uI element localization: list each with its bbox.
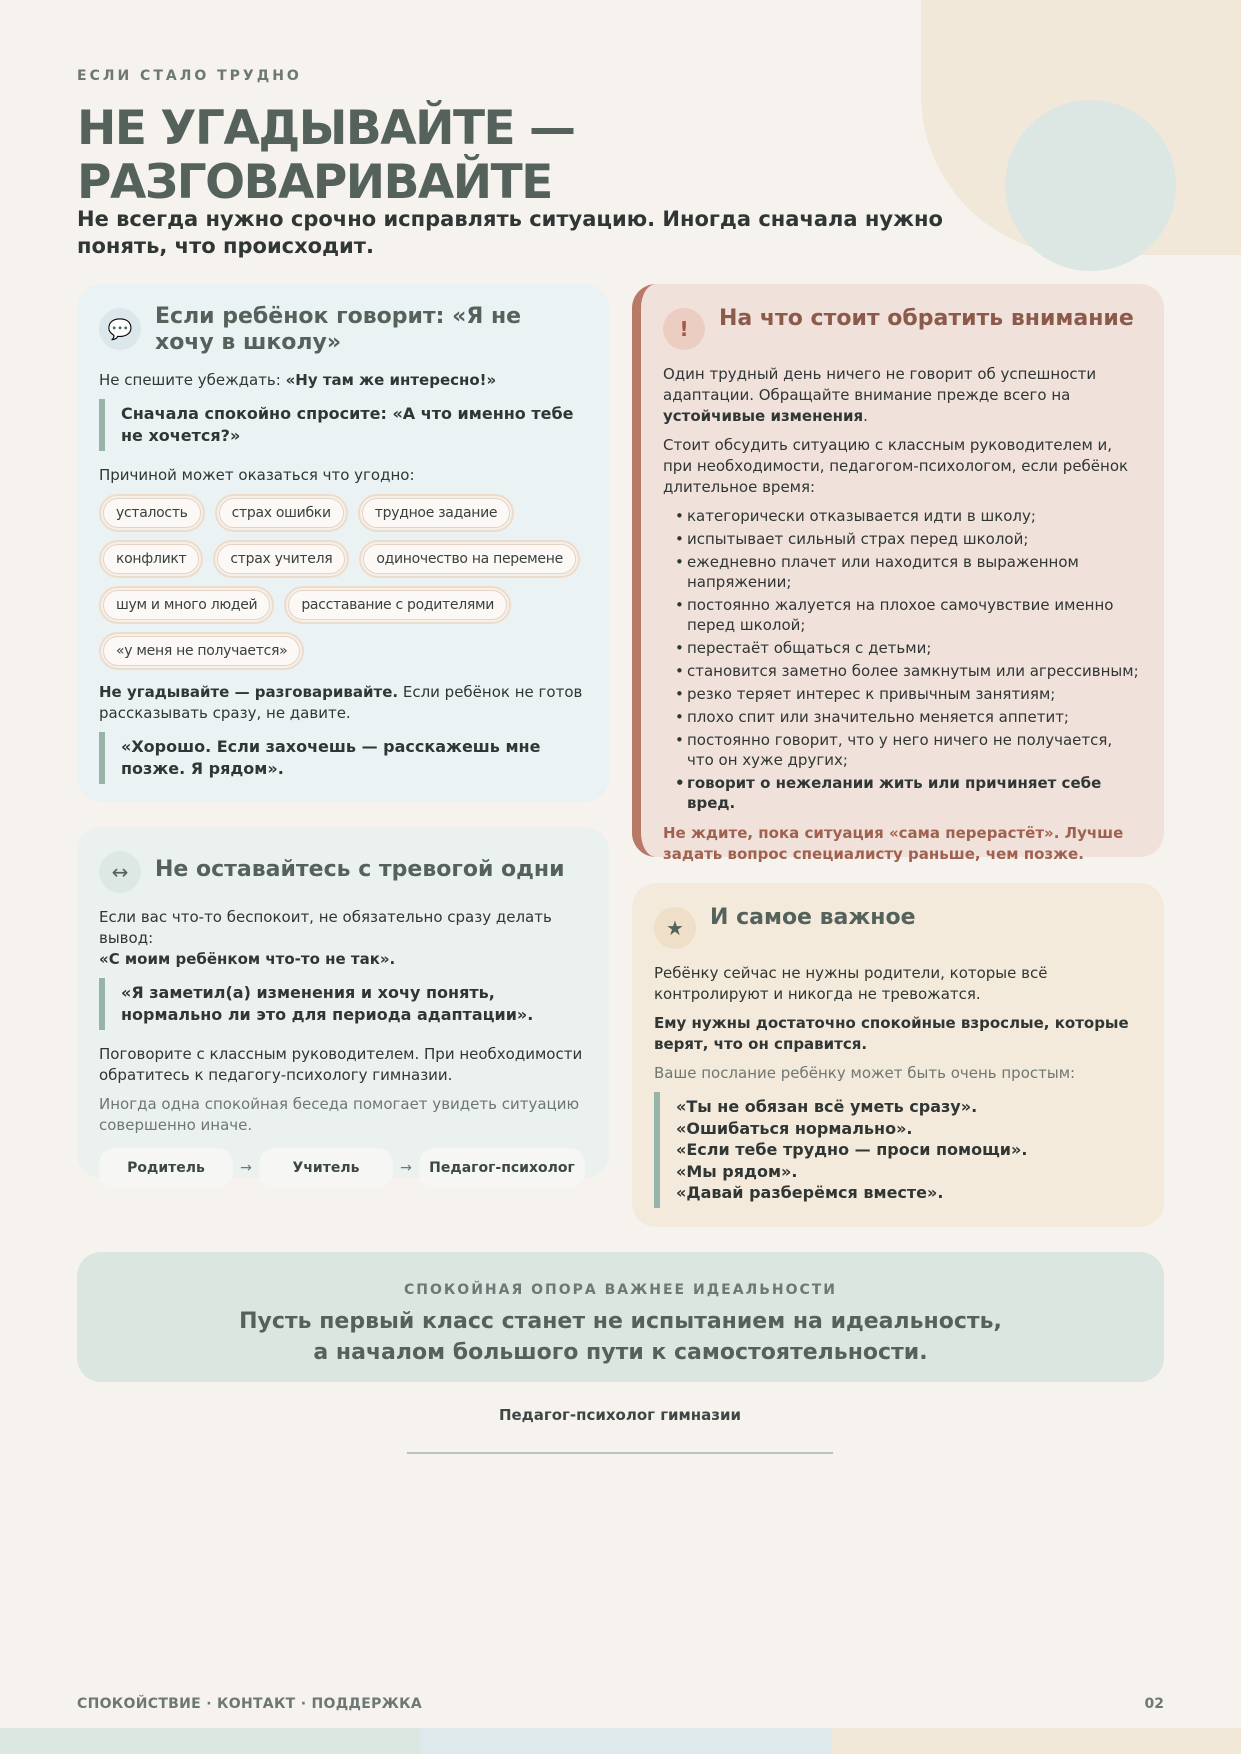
card-intro <box>99 370 587 391</box>
chip-label: трудное задание <box>362 498 510 528</box>
intro-text: Не спешите убеждать: <box>99 371 286 389</box>
reason-chips <box>99 494 587 670</box>
chip-label: «у меня не получается» <box>103 636 300 666</box>
card-title: На что стоит обратить внимание <box>719 306 1134 331</box>
phrase: «Если тебе трудно — проси помощи». <box>676 1140 1028 1159</box>
quote: «Я заметил(а) изменения и хочу понять, нормально ли это для периода адаптации». <box>99 978 587 1030</box>
advice-bold: Не угадывайте — разговаривайте. <box>99 683 399 701</box>
advice: Поговорите с классным руководителем. При необходимости обратитесь к педагогу-психологу гимназии. <box>99 1045 583 1084</box>
reason-chip <box>213 540 349 578</box>
card-school-refusal <box>77 284 609 802</box>
list-item: • ежедневно плачет или находится в выраженном напряжении; <box>677 552 1142 592</box>
paragraph-bold: устойчивые изменения <box>663 407 864 425</box>
muted-note: Ваше послание ребёнку может быть очень простым: <box>654 1064 1076 1082</box>
exclamation-icon: ! <box>663 308 705 350</box>
phrases-block <box>654 1092 1142 1208</box>
paragraph: Стоит обсудить ситуацию с классным руководителем и, при необходимости, педагогом-психологом, если ребёнок длительное время: <box>663 436 1129 496</box>
paragraph-end: . <box>863 407 868 425</box>
double-arrow-icon: ↔ <box>99 851 141 893</box>
list-item: • резко теряет интерес к привычным занятиям; <box>677 684 1142 704</box>
page-title-line2: РАЗГОВАРИВАЙТЕ <box>77 155 552 210</box>
card-header <box>99 304 587 356</box>
list-item: • постоянно говорит, что у него ничего не получается, что он хуже других; <box>677 730 1142 770</box>
reason-chip <box>215 494 348 532</box>
advice <box>99 682 587 724</box>
card-title: Если ребёнок говорит: «Я не хочу в школу» <box>155 304 522 355</box>
page-lead: Не всегда нужно срочно исправлять ситуацию. Иногда сначала нужно понять, что происходит. <box>77 207 943 258</box>
paragraph: Ребёнку сейчас не нужны родители, которые всё контролируют и никогда не тревожатся. <box>654 964 1048 1003</box>
card-most-important <box>632 883 1164 1227</box>
page-number: 02 <box>1144 1696 1164 1712</box>
star-icon: ★ <box>654 907 696 949</box>
reason-chip <box>359 540 580 578</box>
chip-label: расставание с родителями <box>288 590 507 620</box>
reason-chip <box>99 540 203 578</box>
footer-stripe <box>420 1728 832 1754</box>
flow-step-parent: Родитель <box>99 1148 233 1188</box>
footer-tagline: СПОКОЙСТВИЕ · КОНТАКТ · ПОДДЕРЖКА <box>77 1696 422 1712</box>
reason-chip <box>284 586 511 624</box>
flow-step-psychologist: Педагог-психолог <box>419 1148 585 1188</box>
phrase: «Ты не обязан всё уметь сразу». <box>676 1097 978 1116</box>
card-header <box>654 903 1142 949</box>
paragraph <box>663 364 1142 427</box>
reason-chip <box>99 494 205 532</box>
list-item: • плохо спит или значительно меняется аппетит; <box>677 707 1142 727</box>
card-header <box>663 304 1142 350</box>
reason-chip <box>358 494 514 532</box>
list-item: • испытывает сильный страх перед школой; <box>677 529 1142 549</box>
warning-signs-list <box>677 506 1142 813</box>
muted-note: Иногда одна спокойная беседа помогает увидеть ситуацию совершенно иначе. <box>99 1095 580 1134</box>
signature-label: Педагог-психолог гимназии <box>498 1406 742 1424</box>
chip-label: шум и много людей <box>103 590 270 620</box>
intro-bold: «С моим ребёнком что-то не так». <box>99 950 396 968</box>
list-item-critical: • говорит о нежелании жить или причиняет себе вред. <box>677 773 1142 813</box>
page-eyebrow: ЕСЛИ СТАЛО ТРУДНО <box>77 68 302 84</box>
card-intro <box>99 907 587 970</box>
list-item: • перестаёт общаться с детьми; <box>677 638 1142 658</box>
phrase: «Мы рядом». <box>676 1161 798 1181</box>
card-title: Не оставайтесь с тревогой одни <box>155 857 565 882</box>
list-item: • становится заметно более замкнутым или агрессивным; <box>677 661 1142 681</box>
arrow-right-icon: → <box>400 1160 412 1176</box>
banner-line: а началом большого пути к самостоятельности. <box>313 1340 928 1365</box>
paragraph-bold: Ему нужны достаточно спокойные взрослые, которые верят, что он справится. <box>654 1014 1129 1053</box>
phrase: «Давай разберёмся вместе». <box>676 1183 944 1202</box>
closing-banner <box>77 1252 1164 1382</box>
arrow-right-icon: → <box>240 1160 252 1176</box>
footer-stripe <box>0 1728 420 1754</box>
advice-text: Если ребёнок не готов рассказывать сразу, не давите. <box>99 683 583 722</box>
card-title: И самое важное <box>710 905 916 930</box>
paragraph-text: Один трудный день ничего не говорит об успешности адаптации. Обращайте внимание прежде всего на <box>663 365 1097 404</box>
quote: Сначала спокойно спросите: «А что именно тебе не хочется?» <box>99 399 587 451</box>
phrase: «Ошибаться нормально». <box>676 1118 913 1138</box>
banner-line: Пусть первый класс станет не испытанием на идеальность, <box>239 1309 1002 1334</box>
intro-text: Если вас что-то беспокоит, не обязательно сразу делать вывод: <box>99 908 552 947</box>
contact-flow <box>99 1148 587 1188</box>
decorative-circle <box>1005 100 1176 271</box>
speech-bubble-icon: 💬 <box>99 308 141 350</box>
footer-stripe <box>832 1728 1241 1754</box>
page-title-line1: НЕ УГАДЫВАЙТЕ — <box>77 101 575 156</box>
card-warning-signs <box>632 284 1164 863</box>
card-header <box>99 847 587 893</box>
reason-chip <box>99 586 274 624</box>
reasons-label: Причиной может оказаться что угодно: <box>99 466 415 484</box>
reason-chip <box>99 632 304 670</box>
banner-text <box>77 1306 1164 1368</box>
chip-label: усталость <box>103 498 201 528</box>
card-not-alone <box>77 827 609 1178</box>
signature-line <box>407 1452 833 1454</box>
chip-label: страх ошибки <box>219 498 344 528</box>
list-item: • категорически отказывается идти в школу; <box>677 506 1142 526</box>
quote: «Хорошо. Если захочешь — расскажешь мне позже. Я рядом». <box>99 732 587 784</box>
banner-eyebrow: СПОКОЙНАЯ ОПОРА ВАЖНЕЕ ИДЕАЛЬНОСТИ <box>403 1282 838 1298</box>
chip-label: одиночество на перемене <box>363 544 576 574</box>
list-item: • постоянно жалуется на плохое самочувствие именно перед школой; <box>677 595 1142 635</box>
flow-step-teacher: Учитель <box>259 1148 393 1188</box>
warning-note: Не ждите, пока ситуация «сама перерастёт». Лучше задать вопрос специалисту раньше, чем позже. <box>663 824 1124 863</box>
chip-label: конфликт <box>103 544 199 574</box>
intro-bold: «Ну там же интересно!» <box>285 371 497 389</box>
page-title <box>77 102 777 210</box>
chip-label: страх учителя <box>217 544 345 574</box>
